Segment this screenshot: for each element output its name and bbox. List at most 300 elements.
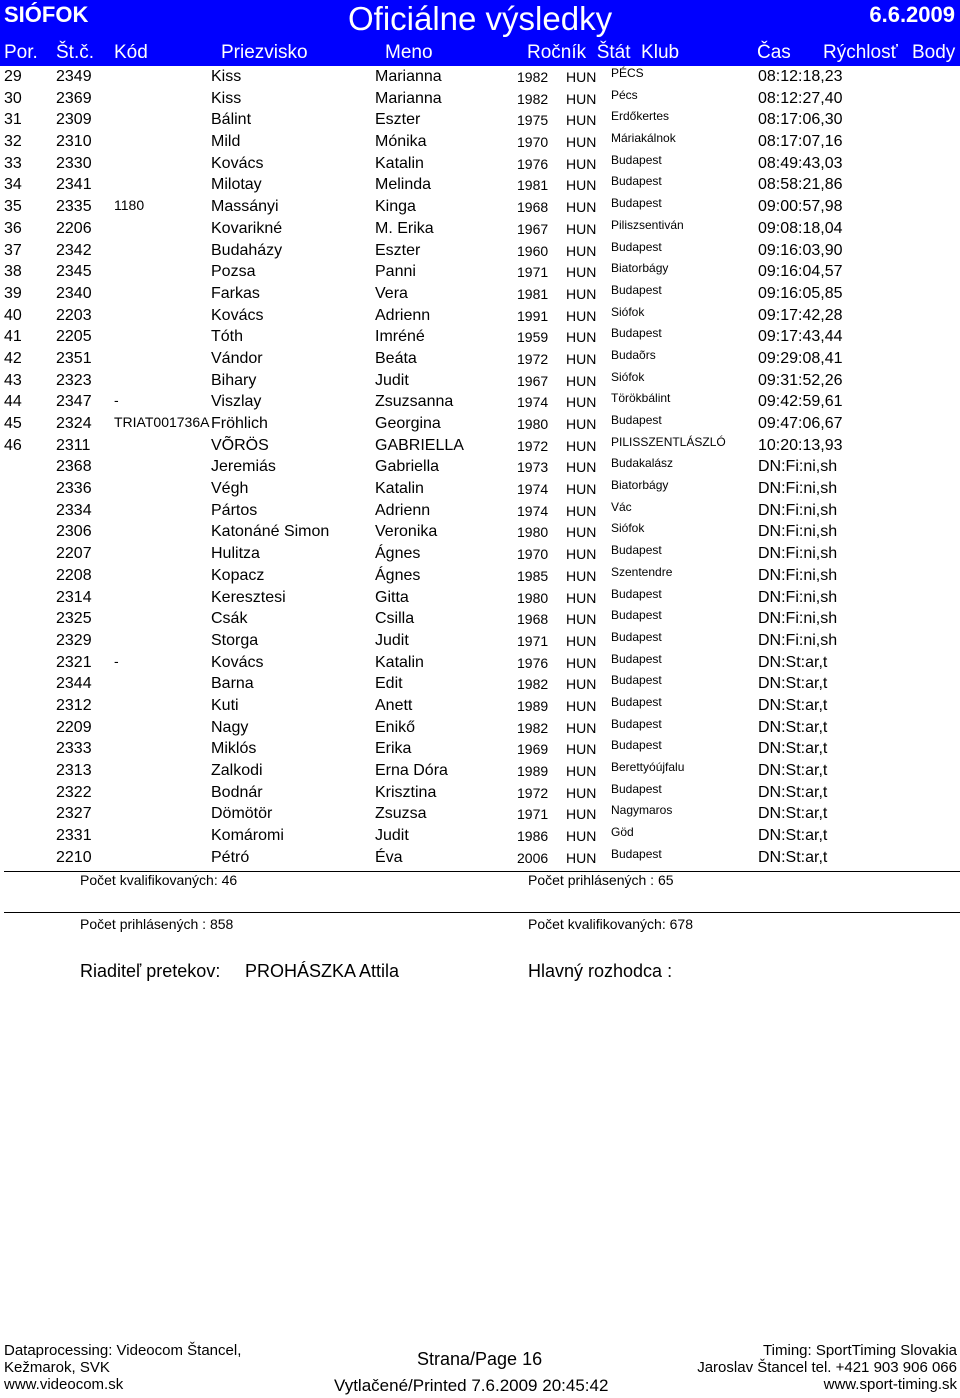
surname-cell: Fröhlich xyxy=(211,415,268,432)
first-name-cell: M. Erika xyxy=(375,219,434,237)
surname-cell: Pártos xyxy=(211,501,258,519)
col-header-time: Čas xyxy=(757,42,791,63)
surname-cell: Végh xyxy=(211,480,249,498)
first-name-cell: Judit xyxy=(375,827,409,845)
time-cell: DN:Fi:ni,sh xyxy=(758,631,838,649)
club-cell: Törökbálint xyxy=(611,391,671,406)
birth-year-cell: 1972 xyxy=(517,350,549,367)
birth-year-cell: 1967 xyxy=(517,372,549,389)
time-cell: 08:49:43,03 xyxy=(758,154,843,172)
birth-year-cell: 1989 xyxy=(517,763,549,779)
table-row xyxy=(0,348,960,370)
code-cell: 1180 xyxy=(114,197,145,214)
table-row xyxy=(0,391,960,413)
bib-cell: 2313 xyxy=(56,762,92,779)
club-cell: Budapest xyxy=(611,196,662,211)
first-name-cell: Eszter xyxy=(375,111,421,129)
table-row xyxy=(0,435,960,457)
club-cell: PILISSZENTLÁSZLÓ xyxy=(611,434,726,449)
rank-cell: 46 xyxy=(4,436,22,454)
table-row xyxy=(0,174,960,196)
club-cell: Siófok xyxy=(611,521,645,536)
table-row xyxy=(0,673,960,695)
birth-year-cell: 1981 xyxy=(517,177,549,194)
rank-cell: 38 xyxy=(4,263,22,281)
table-row xyxy=(0,109,960,131)
time-cell: DN:Fi:ni,sh xyxy=(758,545,838,563)
place-title: SIÓFOK xyxy=(4,2,89,27)
time-cell: 09:47:06,67 xyxy=(758,415,843,432)
birth-year-cell: 2006 xyxy=(517,849,549,866)
bib-cell: 2310 xyxy=(56,133,92,151)
birth-year-cell: 1982 xyxy=(517,676,549,693)
country-cell: HUN xyxy=(566,784,597,801)
time-cell: DN:St:ar,t xyxy=(758,848,828,866)
country-cell: HUN xyxy=(566,350,597,367)
birth-year-cell: 1981 xyxy=(517,285,549,302)
country-cell: HUN xyxy=(566,697,597,714)
table-row xyxy=(0,760,960,782)
bib-cell: 2344 xyxy=(56,675,92,693)
surname-cell: Pétró xyxy=(211,848,250,866)
surname-cell: Kiss xyxy=(211,89,242,107)
first-name-cell: Panni xyxy=(375,263,416,281)
country-cell: HUN xyxy=(566,69,597,85)
surname-cell: Bálint xyxy=(211,111,252,129)
table-row xyxy=(0,825,960,847)
country-cell: HUN xyxy=(566,394,597,411)
country-cell: HUN xyxy=(566,546,597,563)
club-cell: Vác xyxy=(611,499,632,514)
club-cell: Budapest xyxy=(611,694,662,709)
rank-cell: 30 xyxy=(4,89,22,107)
surname-cell: Budaházy xyxy=(211,241,283,259)
bib-cell: 2209 xyxy=(56,718,92,736)
col-header-surname: Priezvisko xyxy=(221,42,308,63)
country-cell: HUN xyxy=(566,155,597,172)
footer-timing: Timing: SportTiming Slovakia xyxy=(763,1342,957,1359)
surname-cell: Kovarikné xyxy=(211,219,283,237)
bib-cell: 2331 xyxy=(56,827,92,845)
time-cell: DN:St:ar,t xyxy=(758,696,828,714)
country-cell: HUN xyxy=(566,481,597,498)
bib-cell: 2335 xyxy=(56,198,92,216)
rank-cell: 35 xyxy=(4,198,22,216)
birth-year-cell: 1969 xyxy=(517,741,549,758)
first-name-cell: Marianna xyxy=(375,89,442,107)
surname-cell: Csák xyxy=(211,610,248,628)
time-cell: DN:St:ar,t xyxy=(758,783,828,801)
club-cell: Biatorbágy xyxy=(611,478,669,493)
bib-cell: 2325 xyxy=(56,610,92,628)
first-name-cell: Edit xyxy=(375,675,403,693)
time-cell: DN:St:ar,t xyxy=(758,762,828,779)
club-cell: Budapest xyxy=(611,152,662,167)
bib-cell: 2210 xyxy=(56,848,92,866)
birth-year-cell: 1970 xyxy=(517,134,549,151)
surname-cell: Komáromi xyxy=(211,827,284,845)
first-name-cell: Adrienn xyxy=(375,501,431,519)
bib-cell: 2322 xyxy=(56,783,92,801)
birth-year-cell: 1959 xyxy=(517,329,549,346)
time-cell: DN:St:ar,t xyxy=(758,653,828,671)
surname-cell: Bodnár xyxy=(211,783,263,801)
birth-year-cell: 1973 xyxy=(517,459,549,476)
surname-cell: Kovács xyxy=(211,653,264,671)
country-cell: HUN xyxy=(566,567,597,584)
page-number: Strana/Page 16 xyxy=(417,1349,543,1369)
bib-cell: 2327 xyxy=(56,805,92,823)
rank-cell: 45 xyxy=(4,415,22,432)
bib-cell: 2329 xyxy=(56,631,92,649)
bib-cell: 2323 xyxy=(56,371,92,389)
table-row xyxy=(0,630,960,652)
birth-year-cell: 1980 xyxy=(517,524,549,541)
time-cell: 09:31:52,26 xyxy=(758,371,843,389)
first-name-cell: Imréné xyxy=(375,328,425,346)
time-cell: 10:20:13,93 xyxy=(758,436,843,454)
club-cell: Budapest xyxy=(611,629,662,644)
birth-year-cell: 1986 xyxy=(517,828,549,845)
surname-cell: Vándor xyxy=(211,349,263,367)
col-header-code: Kód xyxy=(114,42,148,63)
table-row xyxy=(0,370,960,392)
footer-website-left: www.videocom.sk xyxy=(4,1376,124,1393)
table-row xyxy=(0,66,960,88)
birth-year-cell: 1976 xyxy=(517,654,549,671)
table-row xyxy=(0,196,960,218)
rank-cell: 40 xyxy=(4,306,22,324)
first-name-cell: Erna Dóra xyxy=(375,762,448,779)
first-name-cell: Judit xyxy=(375,371,409,389)
table-row xyxy=(0,131,960,153)
club-cell: Budapest xyxy=(611,846,662,861)
time-cell: DN:St:ar,t xyxy=(758,718,828,736)
birth-year-cell: 1985 xyxy=(517,567,549,584)
bib-cell: 2314 xyxy=(56,588,92,606)
first-name-cell: Veronika xyxy=(375,523,438,541)
rank-cell: 36 xyxy=(4,219,22,237)
club-cell: Budapest xyxy=(611,543,662,558)
surname-cell: Milotay xyxy=(211,176,262,194)
first-name-cell: Beáta xyxy=(375,349,417,367)
surname-cell: Jeremiás xyxy=(211,458,276,476)
country-cell: HUN xyxy=(566,589,597,606)
country-cell: HUN xyxy=(566,177,597,194)
first-name-cell: Vera xyxy=(375,284,408,302)
printed-timestamp: Vytlačené/Printed 7.6.2009 20:45:42 xyxy=(334,1376,609,1395)
country-cell: HUN xyxy=(566,676,597,693)
time-cell: 09:08:18,04 xyxy=(758,219,843,237)
first-name-cell: Adrienn xyxy=(375,306,431,324)
first-name-cell: Krisztina xyxy=(375,783,437,801)
table-row xyxy=(0,413,960,435)
time-cell: DN:Fi:ni,sh xyxy=(758,458,838,476)
time-cell: 08:12:27,40 xyxy=(758,89,843,107)
club-cell: Budapest xyxy=(611,673,662,688)
club-cell: Budakalász xyxy=(611,456,674,471)
time-cell: DN:Fi:ni,sh xyxy=(758,480,838,498)
first-name-cell: Zsuzsa xyxy=(375,805,427,823)
birth-year-cell: 1982 xyxy=(517,90,549,107)
time-cell: 09:29:08,41 xyxy=(758,349,843,367)
birth-year-cell: 1991 xyxy=(517,307,549,324)
time-cell: DN:St:ar,t xyxy=(758,675,828,693)
table-row xyxy=(0,847,960,869)
first-name-cell: Judit xyxy=(375,631,409,649)
rank-cell: 37 xyxy=(4,241,22,259)
surname-cell: Massányi xyxy=(211,198,279,216)
rank-cell: 33 xyxy=(4,154,22,172)
footer-dataprocessing: Dataprocessing: Videocom Štancel, xyxy=(4,1342,242,1359)
category-qualified-count: Počet kvalifikovaných: 46 xyxy=(80,872,238,888)
bib-cell: 2336 xyxy=(56,480,92,498)
page-title: Oficiálne výsledky xyxy=(348,0,613,37)
bib-cell: 2341 xyxy=(56,176,92,194)
bib-cell: 2334 xyxy=(56,501,92,519)
time-cell: DN:St:ar,t xyxy=(758,827,828,845)
rank-cell: 43 xyxy=(4,371,22,389)
table-row xyxy=(0,500,960,522)
club-cell: Budapest xyxy=(611,174,662,189)
table-row xyxy=(0,565,960,587)
time-cell: DN:Fi:ni,sh xyxy=(758,610,838,628)
bib-cell: 2324 xyxy=(56,415,92,432)
time-cell: 09:42:59,61 xyxy=(758,393,843,411)
surname-cell: Nagy xyxy=(211,718,249,736)
bib-cell: 2309 xyxy=(56,111,92,129)
surname-cell: Farkas xyxy=(211,284,260,302)
club-cell: Budapest xyxy=(611,326,662,341)
surname-cell: Mild xyxy=(211,133,241,151)
first-name-cell: Katalin xyxy=(375,154,424,172)
time-cell: 08:17:06,30 xyxy=(758,111,843,129)
first-name-cell: Katalin xyxy=(375,653,424,671)
country-cell: HUN xyxy=(566,632,597,649)
col-header-rank: Por. xyxy=(4,42,38,63)
table-row xyxy=(0,456,960,478)
country-cell: HUN xyxy=(566,307,597,324)
first-name-cell: Marianna xyxy=(375,68,442,85)
first-name-cell: Gabriella xyxy=(375,458,440,476)
club-cell: Budapest xyxy=(611,586,662,601)
first-name-cell: Erika xyxy=(375,740,412,758)
table-row xyxy=(0,738,960,760)
surname-cell: Tóth xyxy=(211,328,244,346)
bib-cell: 2333 xyxy=(56,740,92,758)
surname-cell: Katonáné Simon xyxy=(211,523,330,541)
bib-cell: 2311 xyxy=(56,436,91,454)
country-cell: HUN xyxy=(566,242,597,259)
country-cell: HUN xyxy=(566,763,597,779)
rank-cell: 42 xyxy=(4,349,22,367)
time-cell: DN:St:ar,t xyxy=(758,740,828,758)
code-cell: - xyxy=(114,652,119,669)
surname-cell: Barna xyxy=(211,675,254,693)
country-cell: HUN xyxy=(566,654,597,671)
first-name-cell: Zsuzsanna xyxy=(375,393,454,411)
country-cell: HUN xyxy=(566,741,597,758)
table-row xyxy=(0,695,960,717)
time-cell: 08:12:18,23 xyxy=(758,68,843,85)
surname-cell: Pozsa xyxy=(211,263,256,281)
table-row xyxy=(0,88,960,110)
club-cell: Budapest xyxy=(611,413,662,427)
bib-cell: 2207 xyxy=(56,545,92,563)
bib-cell: 2349 xyxy=(56,68,92,85)
surname-cell: Storga xyxy=(211,631,259,649)
country-cell: HUN xyxy=(566,220,597,237)
table-row xyxy=(0,717,960,739)
table-row xyxy=(0,326,960,348)
country-cell: HUN xyxy=(566,502,597,519)
surname-cell: Kiss xyxy=(211,68,242,85)
col-header-bib: Št.č. xyxy=(56,42,95,63)
bib-cell: 2206 xyxy=(56,219,92,237)
country-cell: HUN xyxy=(566,90,597,107)
time-cell: 09:17:43,44 xyxy=(758,328,843,346)
surname-cell: Hulitza xyxy=(211,545,260,563)
country-cell: HUN xyxy=(566,199,597,216)
first-name-cell: Kinga xyxy=(375,198,416,216)
country-cell: HUN xyxy=(566,459,597,476)
surname-cell: Kovács xyxy=(211,154,264,172)
birth-year-cell: 1989 xyxy=(517,697,549,714)
club-cell: Máriakálnok xyxy=(611,131,676,146)
table-row xyxy=(0,153,960,175)
birth-year-cell: 1976 xyxy=(517,155,549,172)
rank-cell: 39 xyxy=(4,284,22,302)
first-name-cell: Georgina xyxy=(375,415,441,432)
bib-cell: 2345 xyxy=(56,263,92,281)
results-table xyxy=(0,66,960,868)
first-name-cell: Mónika xyxy=(375,133,427,151)
rank-cell: 32 xyxy=(4,133,22,151)
rank-cell: 29 xyxy=(4,68,22,85)
col-header-points: Body xyxy=(912,42,956,63)
rank-cell: 44 xyxy=(4,393,22,411)
time-cell: 09:00:57,98 xyxy=(758,198,843,216)
table-row xyxy=(0,521,960,543)
country-cell: HUN xyxy=(566,285,597,302)
table-row xyxy=(0,543,960,565)
footer-location: Kežmarok, SVK xyxy=(4,1359,110,1376)
col-header-year-state-club: Ročník Štát Klub xyxy=(527,42,680,63)
country-cell: HUN xyxy=(566,329,597,346)
birth-year-cell: 1971 xyxy=(517,806,549,823)
rank-cell: 41 xyxy=(4,328,22,346)
time-cell: 08:58:21,86 xyxy=(758,176,843,194)
time-cell: 09:17:42,28 xyxy=(758,306,843,324)
col-header-name: Meno xyxy=(385,42,433,63)
club-cell: Pécs xyxy=(611,87,638,102)
chief-referee-label: Hlavný rozhodca : xyxy=(528,961,673,981)
first-name-cell: Éva xyxy=(375,848,403,866)
birth-year-cell: 1968 xyxy=(517,199,549,216)
total-registered-count: Počet prihlásených : 858 xyxy=(80,916,234,932)
country-cell: HUN xyxy=(566,524,597,541)
country-cell: HUN xyxy=(566,416,597,432)
table-row xyxy=(0,803,960,825)
first-name-cell: Csilla xyxy=(375,610,415,628)
table-row xyxy=(0,240,960,262)
time-cell: DN:Fi:ni,sh xyxy=(758,588,838,606)
bib-cell: 2205 xyxy=(56,328,92,346)
club-cell: Budapest xyxy=(611,716,662,731)
race-director-name: PROHÁSZKA Attila xyxy=(245,961,400,981)
table-row xyxy=(0,782,960,804)
birth-year-cell: 1974 xyxy=(517,394,549,411)
club-cell: Siófok xyxy=(611,369,645,384)
rank-cell: 34 xyxy=(4,176,22,194)
club-cell: Budaõrs xyxy=(611,347,656,362)
club-cell: Budapest xyxy=(611,282,662,297)
bib-cell: 2203 xyxy=(56,306,92,324)
first-name-cell: Ágnes xyxy=(375,566,421,584)
bib-cell: 2340 xyxy=(56,284,92,302)
surname-cell: Viszlay xyxy=(211,393,262,411)
birth-year-cell: 1967 xyxy=(517,220,549,237)
time-cell: 09:16:05,85 xyxy=(758,284,843,302)
table-row xyxy=(0,608,960,630)
first-name-cell: Gitta xyxy=(375,588,409,606)
totals-divider xyxy=(4,912,960,913)
rank-cell: 31 xyxy=(4,111,22,129)
event-date: 6.6.2009 xyxy=(869,2,955,27)
birth-year-cell: 1968 xyxy=(517,611,549,628)
birth-year-cell: 1970 xyxy=(517,546,549,563)
code-cell: TRIAT001736A xyxy=(114,414,210,430)
surname-cell: Kovács xyxy=(211,306,264,324)
birth-year-cell: 1972 xyxy=(517,437,549,454)
bib-cell: 2351 xyxy=(56,349,92,367)
table-row xyxy=(0,218,960,240)
country-cell: HUN xyxy=(566,264,597,281)
time-cell: DN:Fi:ni,sh xyxy=(758,523,838,541)
time-cell: DN:St:ar,t xyxy=(758,805,828,823)
surname-cell: VÕRÖS xyxy=(211,436,269,454)
surname-cell: Kopacz xyxy=(211,566,265,584)
table-row xyxy=(0,652,960,674)
surname-cell: Bihary xyxy=(211,371,257,389)
birth-year-cell: 1975 xyxy=(517,112,549,129)
footer-contact: Jaroslav Štancel tel. +421 903 906 066 xyxy=(697,1359,957,1376)
time-cell: 09:16:04,57 xyxy=(758,263,843,281)
table-row xyxy=(0,478,960,500)
bib-cell: 2208 xyxy=(56,566,92,584)
first-name-cell: GABRIELLA xyxy=(375,436,464,454)
country-cell: HUN xyxy=(566,849,597,866)
birth-year-cell: 1974 xyxy=(517,481,549,498)
bib-cell: 2306 xyxy=(56,523,92,541)
birth-year-cell: 1982 xyxy=(517,69,549,85)
birth-year-cell: 1980 xyxy=(517,416,549,432)
country-cell: HUN xyxy=(566,719,597,736)
surname-cell: Keresztesi xyxy=(211,588,286,606)
bib-cell: 2368 xyxy=(56,458,92,476)
table-row xyxy=(0,305,960,327)
table-row xyxy=(0,587,960,609)
country-cell: HUN xyxy=(566,806,597,823)
bib-cell: 2330 xyxy=(56,154,92,172)
birth-year-cell: 1971 xyxy=(517,264,549,281)
first-name-cell: Anett xyxy=(375,696,413,714)
bib-cell: 2342 xyxy=(56,241,92,259)
time-cell: DN:Fi:ni,sh xyxy=(758,566,838,584)
category-registered-count: Počet prihlásených : 65 xyxy=(528,872,674,888)
time-cell: 08:17:07,16 xyxy=(758,133,843,151)
birth-year-cell: 1980 xyxy=(517,589,549,606)
